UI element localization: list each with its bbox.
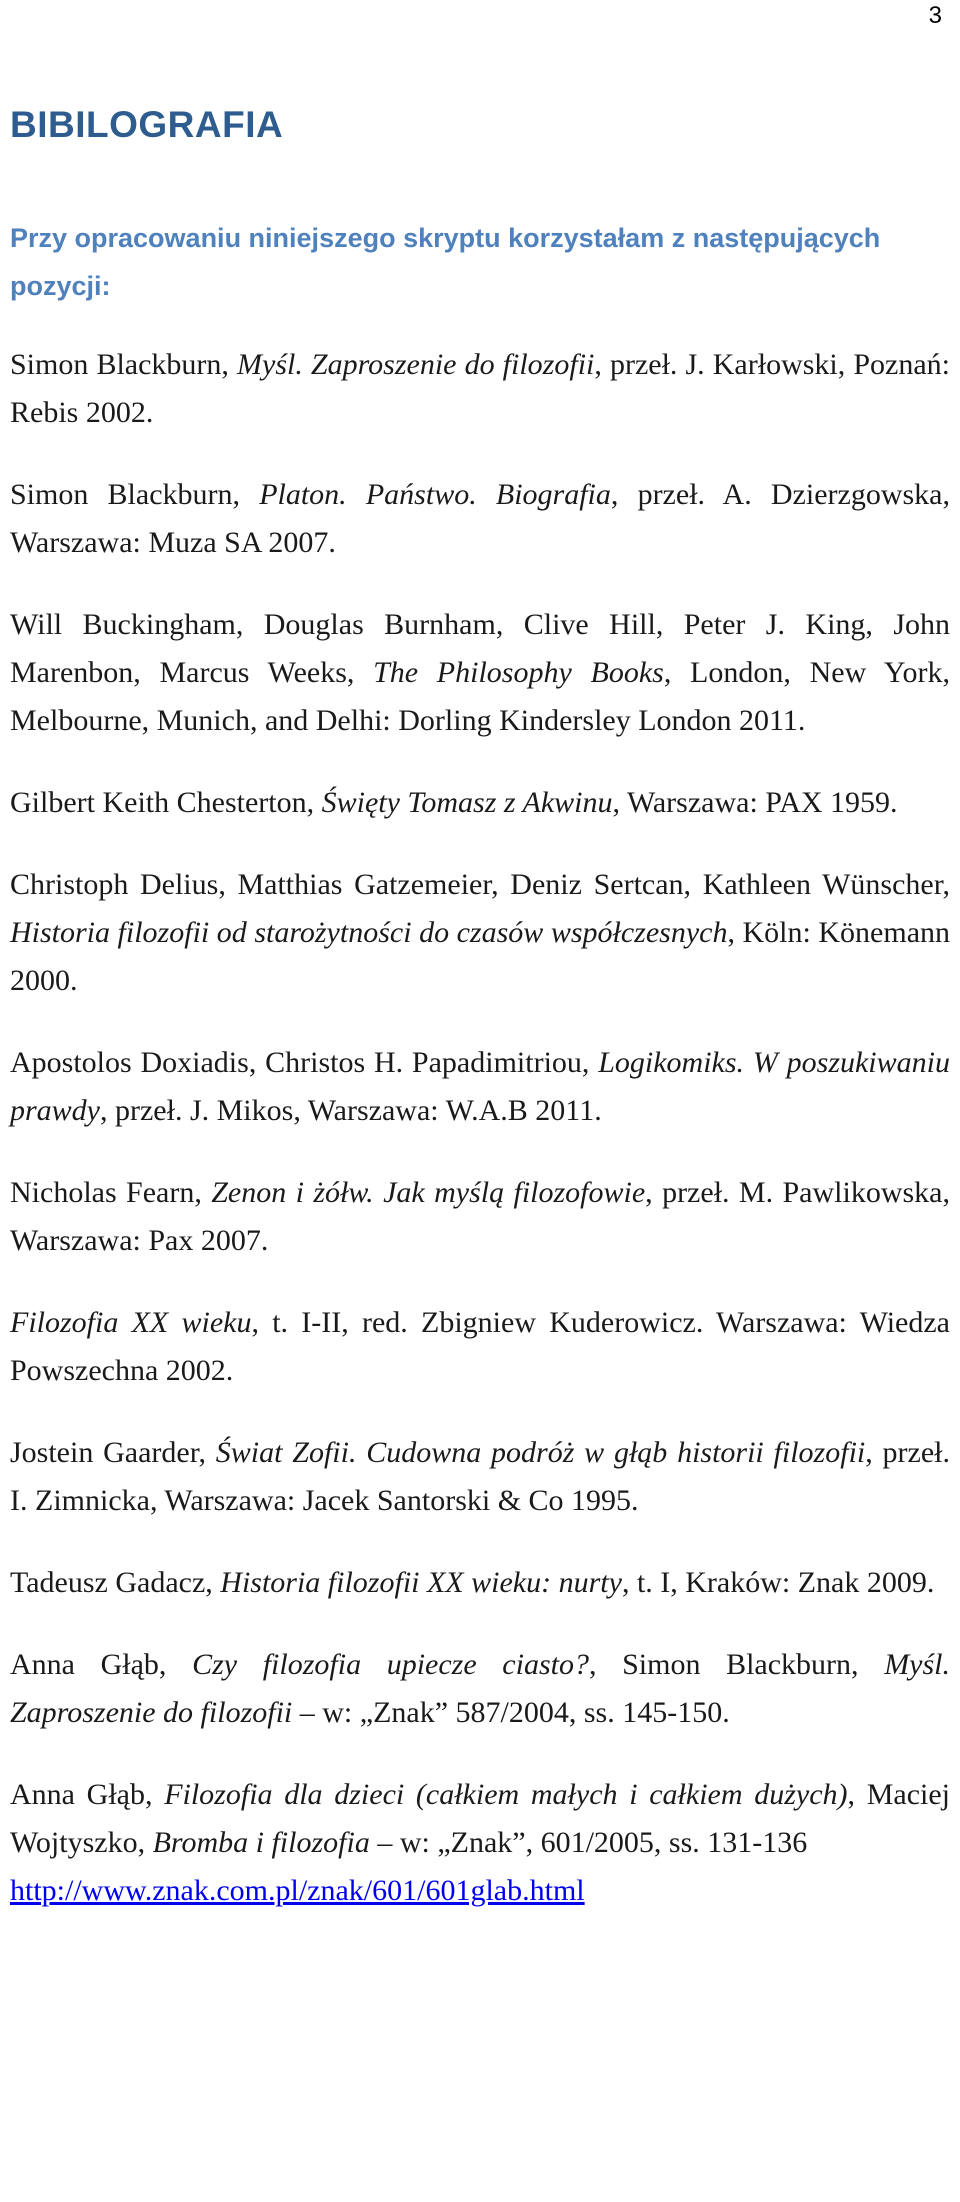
bibliography-entry: Gilbert Keith Chesterton, Święty Tomasz z Akwinu, Warszawa: PAX 1959. <box>10 786 898 819</box>
bibliography-entry: Christoph Delius, Matthias Gatzemeier, Deniz Sertcan, Kathleen Wünscher, Historia filozofii od starożytności do czasów współczesnych, Köln: Könemann 2000. <box>10 868 951 997</box>
bibliography-entry: Will Buckingham, Douglas Burnham, Clive Hill, Peter J. King, John Marenbon, Marcus Weeks, The Philosophy Books, London, New York, Melbourne, Munich, and Delhi: Dorling Kindersley London 2011. <box>10 608 950 737</box>
bibliography-entry: Simon Blackburn, Myśl. Zaproszenie do filozofii, przeł. J. Karłowski, Poznań: Rebis 2002. <box>10 348 950 429</box>
bibliography-entry: Anna Głąb, Czy filozofia upiecze ciasto?, Simon Blackburn, Myśl. Zaproszenie do filozofii – w: „Znak” 587/2004, ss. 145-150. <box>10 1648 951 1729</box>
bibliography-entry: Apostolos Doxiadis, Christos H. Papadimitriou, Logikomiks. W poszukiwaniu prawdy, przeł. J. Mikos, Warszawa: W.A.B 2011. <box>10 1046 950 1127</box>
znak-article-link[interactable]: http://www.znak.com.pl/znak/601/601glab.html <box>10 1874 585 1907</box>
page-number: 3 <box>928 2 942 29</box>
bibliography-entry: Nicholas Fearn, Zenon i żółw. Jak myślą filozofowie, przeł. M. Pawlikowska, Warszawa: Pax 2007. <box>10 1176 950 1257</box>
section-subtitle: Przy opracowaniu niniejszego skryptu korzystałam z następujących pozycji: <box>10 223 881 301</box>
bibliography-entry: Anna Głąb, Filozofia dla dzieci (całkiem małych i całkiem dużych), Maciej Wojtyszko, Bromba i filozofia – w: „Znak”, 601/2005, ss. 131-136 http://www.znak.com.pl/znak/601/601glab.html <box>10 1778 951 1907</box>
bibliography-entry: Simon Blackburn, Platon. Państwo. Biografia, przeł. A. Dzierzgowska, Warszawa: Muza SA 2007. <box>10 478 950 559</box>
bibliography-entry: Jostein Gaarder, Świat Zofii. Cudowna podróż w głąb historii filozofii, przeł. I. Zimnicka, Warszawa: Jacek Santorski & Co 1995. <box>10 1436 950 1517</box>
bibliography-list <box>10 341 950 1915</box>
bibliography-entry: Tadeusz Gadacz, Historia filozofii XX wieku: nurty, t. I, Kraków: Znak 2009. <box>10 1566 935 1599</box>
bibliography-entry: Filozofia XX wieku, t. I-II, red. Zbigniew Kuderowicz. Warszawa: Wiedza Powszechna 2002. <box>10 1306 950 1387</box>
page-title: BIBILOGRAFIA <box>10 104 284 145</box>
